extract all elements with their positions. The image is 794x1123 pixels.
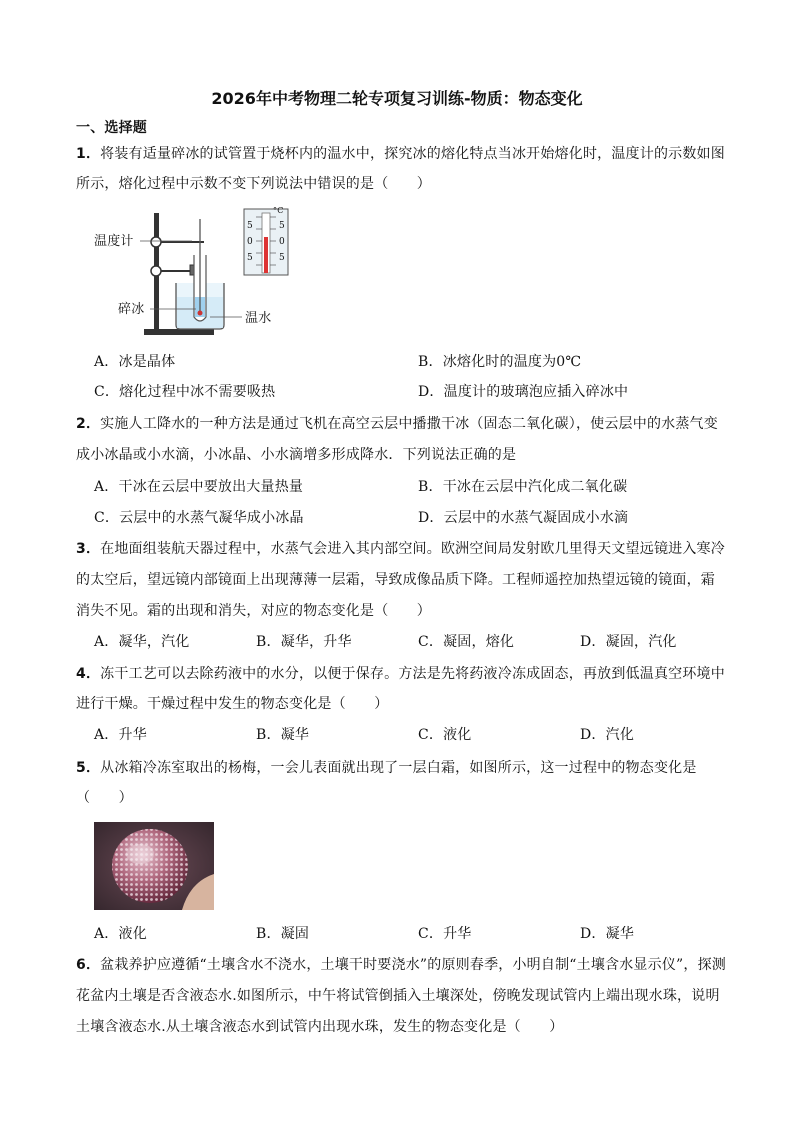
scale-right-3: 5 bbox=[279, 253, 285, 263]
q4-number: 4． bbox=[76, 666, 101, 682]
q6-line3: 土壤含液态水.从土壤含液态水到试管内出现水珠，发生的物态变化是（ ） bbox=[76, 1019, 564, 1035]
q5-option-d[interactable]: D．凝华 bbox=[580, 926, 635, 942]
q3-option-c[interactable]: C．凝固，熔化 bbox=[418, 634, 515, 650]
q5-line2: （ ） bbox=[76, 790, 133, 806]
q5-option-c[interactable]: C．升华 bbox=[418, 926, 472, 942]
frosted-bayberry-image bbox=[94, 822, 214, 910]
q3-option-a[interactable]: A．凝华，汽化 bbox=[94, 634, 190, 650]
scale-left-1: 5 bbox=[247, 221, 253, 231]
q4-option-d[interactable]: D．汽化 bbox=[580, 727, 635, 743]
thermometer-unit: °C bbox=[273, 206, 284, 215]
q4-option-a[interactable]: A．升华 bbox=[94, 727, 147, 743]
scale-right-2: 0 bbox=[279, 237, 285, 247]
q6-number: 6． bbox=[76, 957, 101, 973]
q6-line2: 花盆内土壤是否含液态水.如图所示，中午将试管倒插入土壤深处，傍晚发现试管内上端出现水珠，说明 bbox=[76, 988, 720, 1004]
q2-option-a[interactable]: A．干冰在云层中要放出大量热量 bbox=[94, 479, 304, 495]
q5-option-b[interactable]: B．凝固 bbox=[256, 926, 310, 942]
q5-number: 5． bbox=[76, 760, 101, 776]
section-heading: 一、选择题 bbox=[76, 120, 147, 136]
q4-line2: 进行干燥。干燥过程中发生的物态变化是（ ） bbox=[76, 696, 389, 712]
q3-line2: 的太空后，望远镜内部镜面上出现薄薄一层霜，导致成像品质下降。工程师遥控加热望远镜的镜面，霜 bbox=[76, 572, 715, 588]
q2-line2: 成小冰晶或小水滴，小冰晶、小水滴增多形成降水．下列说法正确的是 bbox=[76, 447, 517, 463]
q3-line1: 3．在地面组装航天器过程中，水蒸气会进入其内部空间。欧洲空间局发射欧几里得天文望远镜进入寒冷 bbox=[76, 541, 725, 557]
q1-option-c[interactable]: C．熔化过程中冰不需要吸热 bbox=[94, 384, 276, 400]
q3-number: 3． bbox=[76, 541, 101, 557]
q2-number: 2． bbox=[76, 416, 101, 432]
q3-option-d[interactable]: D．凝固，汽化 bbox=[580, 634, 677, 650]
q2-option-c[interactable]: C．云层中的水蒸气凝华成小冰晶 bbox=[94, 510, 304, 526]
frosted-bayberry-photo bbox=[94, 822, 214, 910]
q1-line1: 1．将装有适量碎冰的试管置于烧杯内的温水中，探究冰的熔化特点当冰开始熔化时，温度计的示数如图 bbox=[76, 146, 725, 162]
q3-line3: 消失不见。霜的出现和消失，对应的物态变化是（ ） bbox=[76, 603, 431, 619]
q6-line1: 6．盆栽养护应遵循“土壤含水不浇水，土壤干时要浇水”的原则春季，小明自制“土壤含水显示仪”，探测 bbox=[76, 957, 726, 973]
q2-line1: 2．实施人工降水的一种方法是通过飞机在高空云层中播撒干冰（固态二氧化碳），使云层中的水蒸气变 bbox=[76, 416, 718, 432]
q1-line2: 所示，熔化过程中示数不变下列说法中错误的是（ ） bbox=[76, 176, 431, 192]
thermometer-label: 温度计 bbox=[94, 234, 134, 249]
page-title: 2026年中考物理二轮专项复习训练-物质：物态变化 bbox=[211, 89, 583, 108]
q1-option-b[interactable]: B．冰熔化时的温度为0℃ bbox=[418, 354, 582, 370]
q1-figure-thermometer-scale bbox=[242, 207, 290, 277]
q4-option-c[interactable]: C．液化 bbox=[418, 727, 472, 743]
q2-option-d[interactable]: D．云层中的水蒸气凝固成小水滴 bbox=[418, 510, 629, 526]
scale-left-3: 5 bbox=[247, 253, 253, 263]
q2-option-b[interactable]: B．干冰在云层中汽化成二氧化碳 bbox=[418, 479, 628, 495]
q4-line1: 4．冻干工艺可以去除药液中的水分，以便于保存。方法是先将药液冷冻成固态，再放到低温真空环境中 bbox=[76, 666, 725, 682]
q5-line1: 5．从冰箱冷冻室取出的杨梅，一会儿表面就出现了一层白霜，如图所示，这一过程中的物态变化是 bbox=[76, 760, 697, 776]
scale-right-1: 5 bbox=[279, 221, 285, 231]
warm-water-label: 温水 bbox=[245, 311, 272, 326]
q3-option-b[interactable]: B．凝华，升华 bbox=[256, 634, 352, 650]
q1-number: 1． bbox=[76, 146, 101, 162]
q1-option-a[interactable]: A．冰是晶体 bbox=[94, 354, 176, 370]
q4-option-b[interactable]: B．凝华 bbox=[256, 727, 310, 743]
crushed-ice-label: 碎冰 bbox=[118, 302, 145, 317]
q5-option-a[interactable]: A．液化 bbox=[94, 926, 147, 942]
scale-left-2: 0 bbox=[247, 237, 253, 247]
q1-option-d[interactable]: D．温度计的玻璃泡应插入碎冰中 bbox=[418, 384, 629, 400]
